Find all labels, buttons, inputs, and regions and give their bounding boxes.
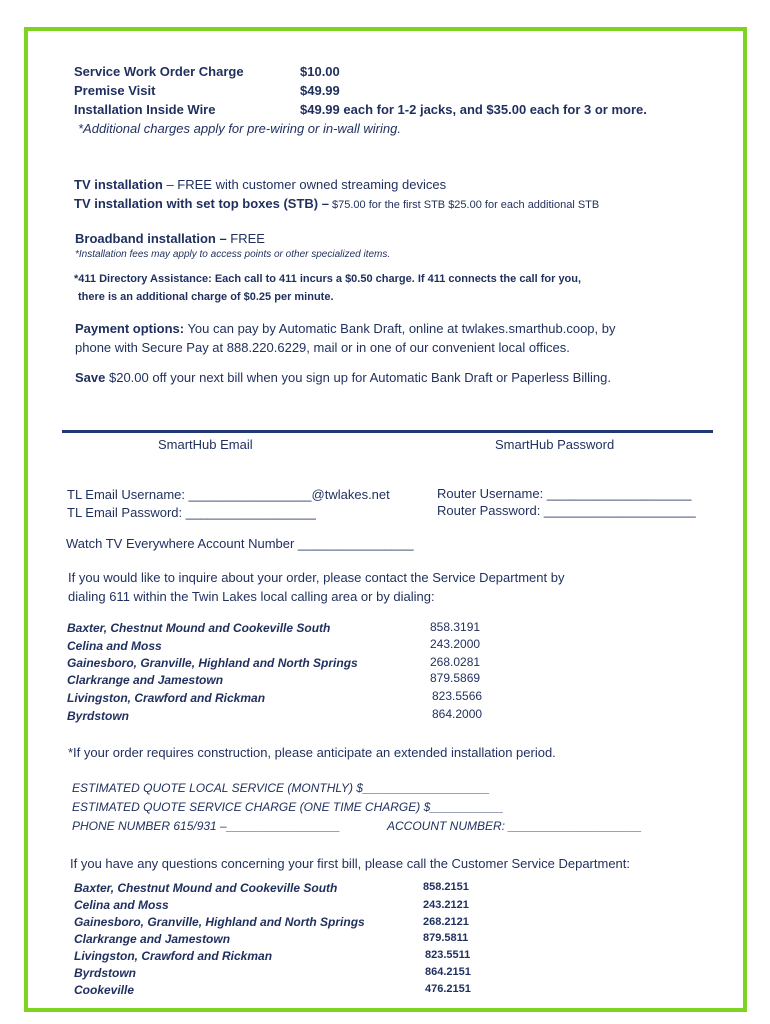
customer-location-name: Byrdstown <box>74 966 137 980</box>
customer-location-phone: 243.2121 <box>423 899 469 911</box>
service-location-phone: 858.3191 <box>430 620 481 634</box>
service-location-phone: 864.2000 <box>432 707 483 721</box>
customer-location-name: Celina and Moss <box>74 898 169 912</box>
customer-service-intro: If you have any questions concerning your first bill, please call the Customer Service Department: <box>70 856 630 871</box>
divider-rule <box>62 430 713 433</box>
save-text: $20.00 off your next bill when you sign up for Automatic Bank Draft or Paperless Billing. <box>105 370 611 385</box>
customer-location-phone: 879.5811 <box>423 932 469 944</box>
customer-location-name: Baxter, Chestnut Mound and Cookeville South <box>74 881 338 895</box>
service-location-name: Clarkrange and Jamestown <box>67 673 224 687</box>
payment-label: Payment options: <box>75 321 185 336</box>
customer-location-name: Gainesboro, Granville, Highland and North Springs <box>74 915 365 929</box>
service-location-name: Byrdstown <box>67 709 130 723</box>
tv-install-label: TV installation <box>74 177 163 192</box>
quote-service-charge: ESTIMATED QUOTE SERVICE CHARGE (ONE TIME CHARGE) $___________ <box>72 800 504 814</box>
service-intro-1: If you would like to inquire about your order, please contact the Service Department by <box>68 570 565 585</box>
service-location-phone: 243.2000 <box>430 637 481 651</box>
tl-email-password: TL Email Password: __________________ <box>67 505 316 520</box>
payment-line-1 <box>75 321 616 336</box>
broadband-text: FREE <box>230 231 265 246</box>
premise-visit-value: $49.99 <box>300 83 340 98</box>
router-username: Router Username: ____________________ <box>437 486 692 501</box>
construction-note: *If your order requires construction, please anticipate an extended installation period. <box>68 745 556 760</box>
customer-location-name: Clarkrange and Jamestown <box>74 932 231 946</box>
service-location-name: Celina and Moss <box>67 639 162 653</box>
payment-line-2: phone with Secure Pay at 888.220.6229, mail or in one of our convenient local offices. <box>75 340 570 355</box>
tl-email-username: TL Email Username: _________________@twlakes.net <box>67 487 390 502</box>
customer-location-phone: 864.2151 <box>425 966 471 978</box>
watch-tv-account: Watch TV Everywhere Account Number ________________ <box>66 536 414 551</box>
service-location-phone: 879.5869 <box>430 671 481 685</box>
quote-local-service: ESTIMATED QUOTE LOCAL SERVICE (MONTHLY) $___________________ <box>72 781 490 795</box>
smarthub-password-header: SmartHub Password <box>495 437 615 452</box>
service-work-value: $10.00 <box>300 64 340 79</box>
customer-location-phone: 476.2151 <box>425 983 471 995</box>
service-intro-2: dialing 611 within the Twin Lakes local calling area or by dialing: <box>68 589 435 604</box>
premise-visit-label: Premise Visit <box>74 83 156 98</box>
quote-phone-number: PHONE NUMBER 615/931 –_________________ <box>72 819 341 833</box>
tv-install-line <box>74 177 446 192</box>
customer-location-phone: 858.2151 <box>423 881 469 893</box>
directory-line-1: *411 Directory Assistance: Each call to 411 incurs a $0.50 charge. If 411 connects the call for you, <box>74 273 582 285</box>
service-location-phone: 823.5566 <box>432 689 483 703</box>
payment-text: You can pay by Automatic Bank Draft, online at twlakes.smarthub.coop, by <box>184 321 616 336</box>
router-password: Router Password: _____________________ <box>437 503 696 518</box>
service-work-label: Service Work Order Charge <box>74 64 244 79</box>
tv-stb-text: $75.00 for the first STB $25.00 for each additional STB <box>328 199 600 211</box>
tv-stb-line <box>74 196 599 211</box>
inside-wire-label: Installation Inside Wire <box>74 102 216 117</box>
broadband-line <box>75 231 265 246</box>
tv-install-text: – FREE with customer owned streaming devices <box>162 177 447 192</box>
save-line <box>75 370 611 385</box>
service-location-name: Livingston, Crawford and Rickman <box>67 691 266 705</box>
customer-location-name: Livingston, Crawford and Rickman <box>74 949 273 963</box>
broadband-note: *Installation fees may apply to access points or other specialized items. <box>75 249 391 260</box>
quote-account-number: ACCOUNT NUMBER: ____________________ <box>387 819 642 833</box>
broadband-label: Broadband installation – <box>75 231 231 246</box>
smarthub-email-header: SmartHub Email <box>158 437 253 452</box>
customer-location-phone: 268.2121 <box>423 916 469 928</box>
inside-wire-value: $49.99 each for 1-2 jacks, and $35.00 each for 3 or more. <box>300 102 647 117</box>
service-location-name: Baxter, Chestnut Mound and Cookeville South <box>67 621 331 635</box>
charges-note: *Additional charges apply for pre-wiring or in-wall wiring. <box>78 121 401 136</box>
tv-stb-label: TV installation with set top boxes (STB) – <box>74 196 329 211</box>
save-label: Save <box>75 370 106 385</box>
service-location-phone: 268.0281 <box>430 655 481 669</box>
directory-line-2: there is an additional charge of $0.25 per minute. <box>78 291 334 303</box>
customer-location-name: Cookeville <box>74 983 135 997</box>
service-location-name: Gainesboro, Granville, Highland and North Springs <box>67 656 358 670</box>
customer-location-phone: 823.5511 <box>425 949 471 961</box>
